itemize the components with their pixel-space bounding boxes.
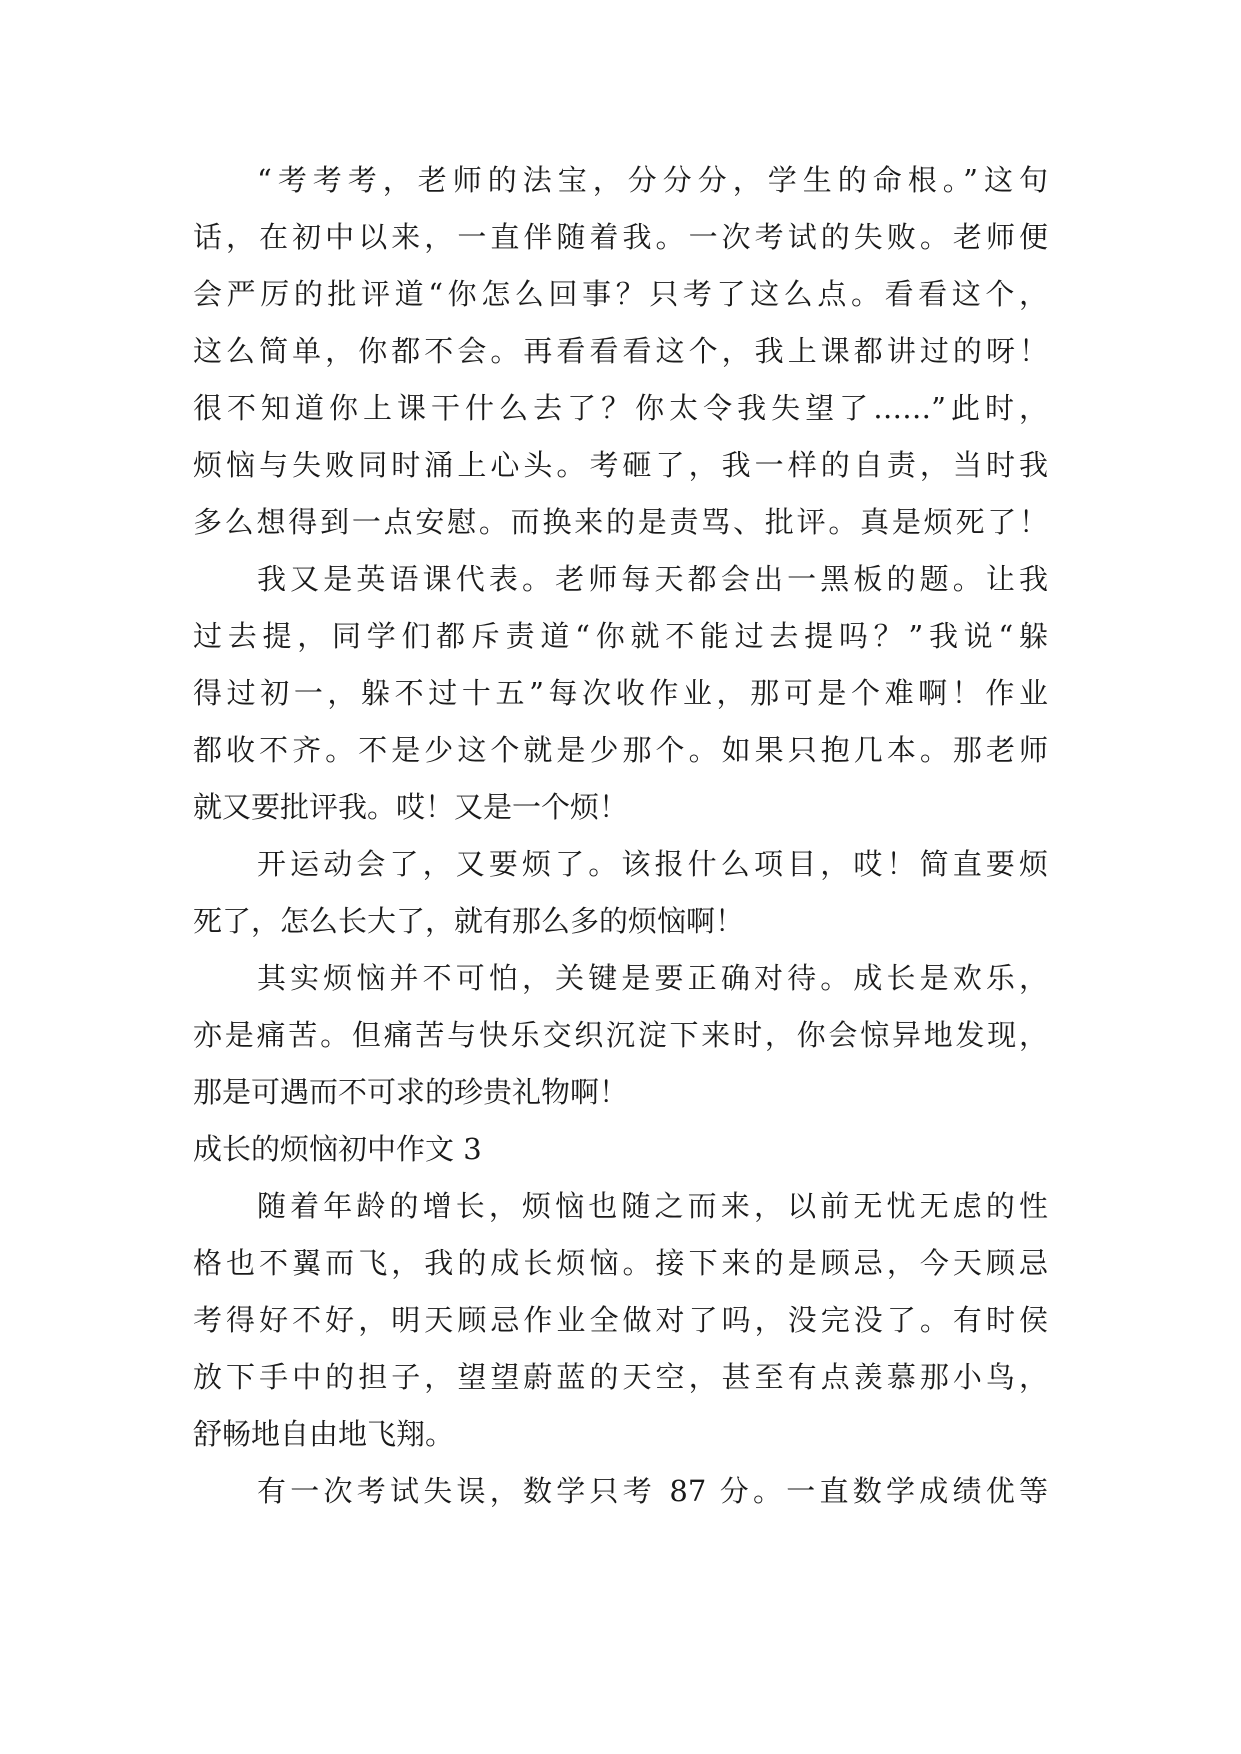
section-heading: 成长的烦恼初中作文 3 [193, 1132, 482, 1166]
paragraph-5-line-2: 格也不翼而飞，我的成长烦恼。接下来的是顾忌，今天顾忌 [193, 1246, 1048, 1280]
paragraph-5-line-1: 随着年龄的增长，烦恼也随之而来，以前无忧无虑的性 [257, 1189, 1048, 1223]
paragraph-5-line-5: 舒畅地自由地飞翔。 [193, 1417, 455, 1451]
paragraph-6-line-1: 有一次考试失误，数学只考 87 分。一直数学成绩优等 [257, 1474, 1048, 1508]
paragraph-3-line-1: 开运动会了，又要烦了。该报什么项目，哎！简直要烦 [257, 847, 1048, 881]
paragraph-1-line-5: 很不知道你上课干什么去了？你太令我失望了……”此时， [193, 391, 1048, 425]
paragraph-5-line-4: 放下手中的担子，望望蔚蓝的天空，甚至有点羡慕那小鸟， [193, 1360, 1048, 1394]
paragraph-2-line-4: 都收不齐。不是少这个就是少那个。如果只抱几本。那老师 [193, 733, 1048, 767]
paragraph-1-line-6: 烦恼与失败同时涌上心头。考砸了，我一样的自责，当时我 [193, 448, 1048, 482]
paragraph-2-line-2: 过去提，同学们都斥责道“你就不能过去提吗？”我说“躲 [193, 619, 1048, 653]
paragraph-4-line-2: 亦是痛苦。但痛苦与快乐交织沉淀下来时，你会惊异地发现， [193, 1018, 1048, 1052]
paragraph-2-line-5: 就又要批评我。哎！又是一个烦！ [193, 790, 629, 824]
paragraph-3-line-2: 死了，怎么长大了，就有那么多的烦恼啊！ [193, 904, 745, 938]
paragraph-4-line-3: 那是可遇而不可求的珍贵礼物啊！ [193, 1075, 629, 1109]
paragraph-4-line-1: 其实烦恼并不可怕，关键是要正确对待。成长是欢乐， [257, 961, 1048, 995]
paragraph-1-line-2: 话，在初中以来，一直伴随着我。一次考试的失败。老师便 [193, 220, 1048, 254]
paragraph-1-line-3: 会严厉的批评道“你怎么回事？只考了这么点。看看这个， [193, 277, 1048, 311]
paragraph-2-line-1: 我又是英语课代表。老师每天都会出一黑板的题。让我 [257, 562, 1048, 596]
paragraph-1-line-1: “考考考，老师的法宝，分分分，学生的命根。”这句 [257, 163, 1048, 197]
paragraph-1-line-7: 多么想得到一点安慰。而换来的是责骂、批评。真是烦死了！ [193, 505, 1048, 539]
paragraph-2-line-3: 得过初一，躲不过十五”每次收作业，那可是个难啊！作业 [193, 676, 1048, 710]
paragraph-5-line-3: 考得好不好，明天顾忌作业全做对了吗，没完没了。有时侯 [193, 1303, 1048, 1337]
paragraph-1-line-4: 这么简单，你都不会。再看看看这个，我上课都讲过的呀！ [193, 334, 1048, 368]
